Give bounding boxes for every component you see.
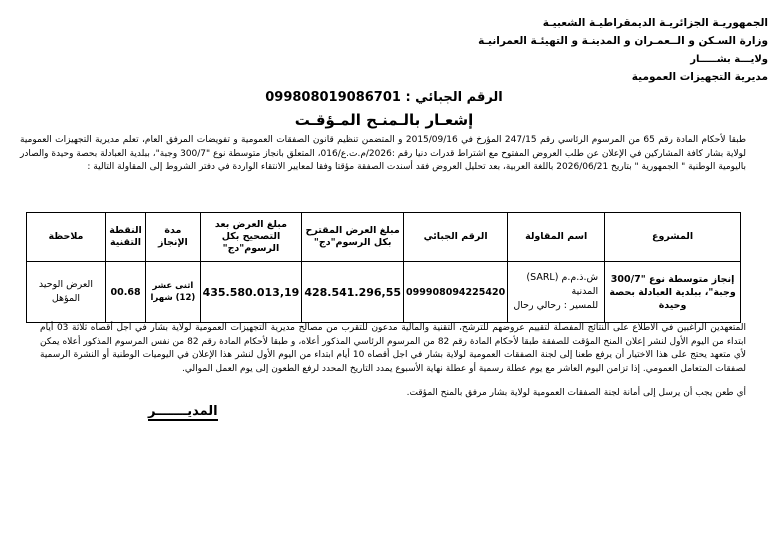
cell-duration: اثنى عشر (12) شهرا — [146, 262, 200, 323]
company-name: المدنية — [571, 286, 599, 297]
followup-paragraph: المتعهدين الراغبين في الاطلاع على النتائج المفصلة لتقييم عروضهم للترشح، التقنية والمالية مدعون للتقرب من مصالح مديرية التجهيزات العمومية لولاية بشار في اجل أقصاه ثلاثة 03 أيام ابتداء من اليوم الأول لنشر إعلان المنح المؤقت للصفقة طبقا لأحكام المادة رقم 82 من المرسوم الرئاسي المذكور أعلاه، و طبقا لأحكام المادة رقم 82 من نفس المرسوم المذكور أعلاه يمكن لأي متعهد يحتج على هذا الاختيار أن يرفع طعنا إلى لجنة الصفقات العمومية لولاية بشار في اجل أقصاه 10 أيام ابتداء من اليوم الأول لنشر هذا الإعلان في اليوميات الوطنية أو النشرة الرسمية لصفقات المتعامل العمومي. إذا تزامن اليوم العاشر مع يوم عطلة رسمية أو عطلة نهاية الأسبوع يمدد التاريخ المحدد لرفع الطعون إلى يوم العمل الموالي. — [40, 323, 746, 374]
header-technical-score: النقطة التقنية — [105, 213, 145, 262]
header-country: الجمهوريـة الجزائريـة الديمقراطيـة الشعبيـة — [542, 17, 768, 29]
company-manager: للمسير : رحالي رحال — [513, 300, 599, 311]
notice-title: إشعـار بالـمنـح المـؤقـت — [294, 111, 474, 129]
company-legal-form: ش.ذ.م.م (SARL) — [526, 272, 599, 283]
cell-corrected-amount: 435.580.013,19 — [200, 262, 302, 323]
tax-identifier: الرقم الجبائي : 099808019086701 — [265, 90, 503, 105]
header-note: ملاحظة — [27, 213, 106, 262]
header-duration: مدة الإنجاز — [146, 213, 200, 262]
table-row — [27, 262, 741, 323]
award-table — [26, 212, 741, 323]
cell-company — [508, 262, 605, 323]
header-province: ولايـــة بشـــــار — [690, 54, 768, 65]
header-company: اسم المقاولة — [508, 213, 605, 262]
intro-paragraph: طبقا لأحكام المادة رقم 65 من المرسوم الرئاسي رقم 247/15 المؤرخ في 2015/09/16 و المتضمن تنظيم قانون الصفقات العمومية و تفويضات المرفق العام، تعلم مديرية التجهيزات العمومية لولاية بشار كافة المشاركين في الإعلان عن طلب العروض المفتوح مع اشتراط قدرات دنيا رقم :2026/م.ت.ع/016، المتعلق بانجاز متوسطة نوع "300/7 وجبة"، ببلدية العبادلة بحصة وحيدة والصادر باليومية الوطنية " الجمهورية " بتاريخ 2026/06/21 باللغة العربية، بعد تحليل العروض فقد أسندت الصفقة مؤقتا وفقا لمعايير الانتقاء الواردة في دفتر الشروط إلى المقاولة التالية : — [20, 135, 747, 172]
cell-project: إنجاز متوسطة نوع "300/7 وجبة"، ببلدية العبادلة بحصة وحيدة — [605, 262, 741, 323]
header-offer-amount: مبلغ العرض المقترح بكل الرسوم"دج" — [302, 213, 404, 262]
cell-offer-amount: 428.541.296,55 — [302, 262, 404, 323]
cell-technical-score: 00.68 — [105, 262, 145, 323]
closing-note: أي طعن يجب أن يرسل إلى أمانة لجنة الصفقات العمومية لولاية بشار مرفق بالمنح المؤقت. — [406, 388, 746, 398]
cell-note: العرض الوحيد المؤهل — [27, 262, 106, 323]
header-ministry: وزارة السـكن و الــعمـران و المدينـة و التهيئـة العمرانيـة — [478, 35, 768, 47]
cell-tax-number: 099908094225420 — [404, 262, 508, 323]
header-corrected-amount: مبلغ العرض بعد التصحيح بكل الرسوم"دج" — [200, 213, 302, 262]
table-header-row — [27, 213, 741, 262]
header-tax-number: الرقم الجبائي — [404, 213, 508, 262]
signature-director: المديـــــــر — [148, 404, 218, 419]
header-directorate: مديرية التجهيزات العمومية — [631, 71, 768, 83]
header-project: المشروع — [605, 213, 741, 262]
